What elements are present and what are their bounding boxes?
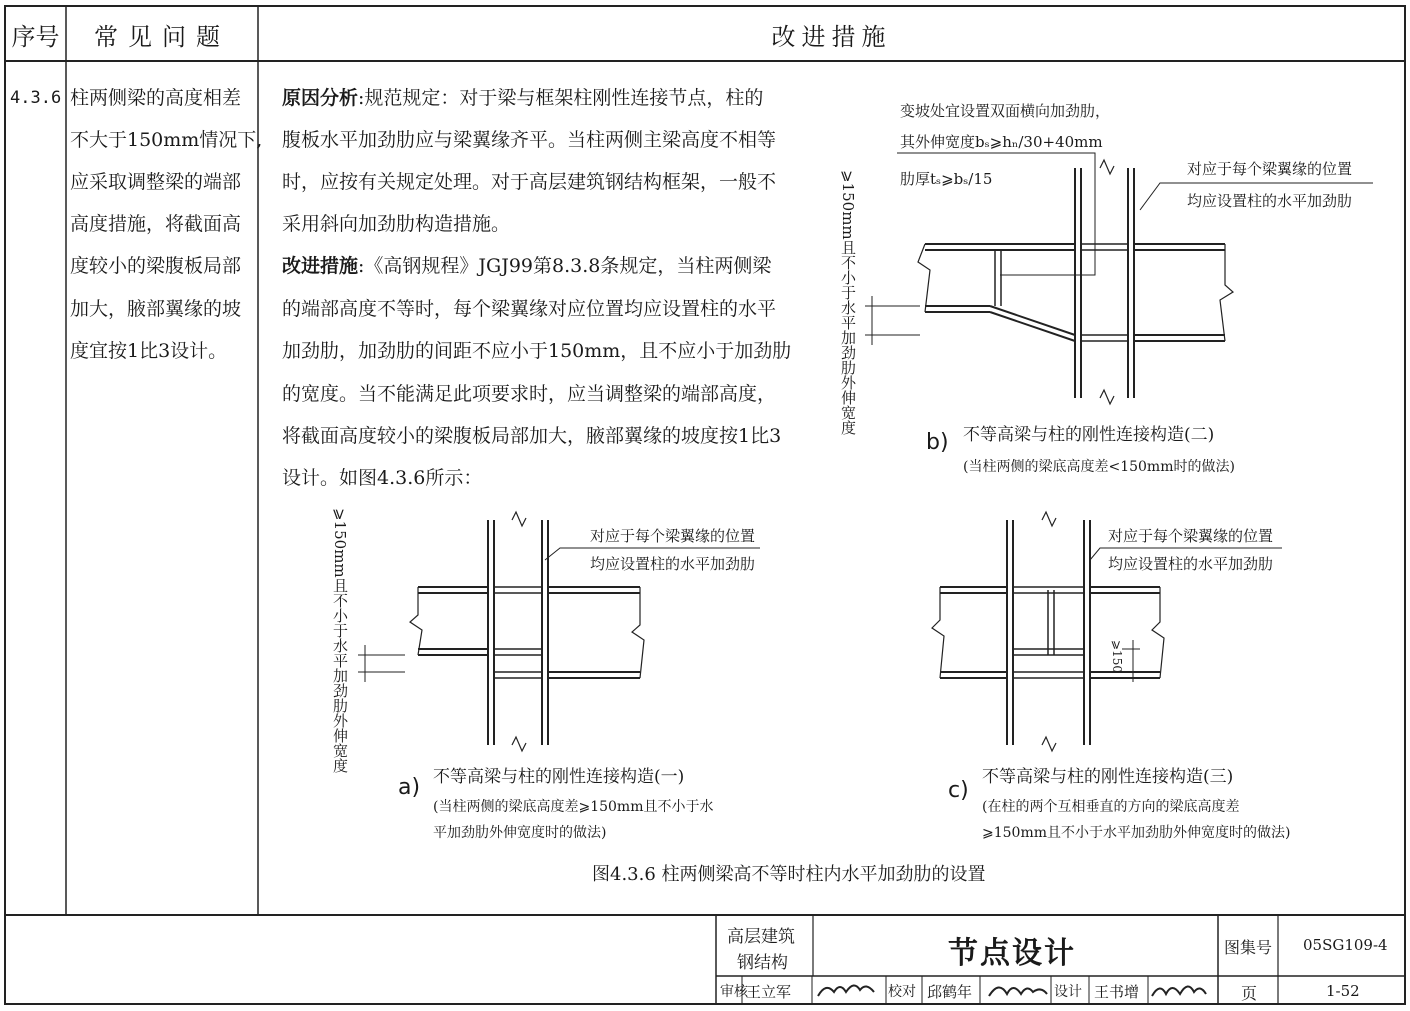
figure-c-callout: 均应设置柱的水平加劲肋 bbox=[1108, 555, 1274, 573]
figure-a-callout: 均应设置柱的水平加劲肋 bbox=[590, 555, 756, 573]
figure-b-letter: b) bbox=[926, 430, 949, 455]
figure-c-title: 不等高梁与柱的刚性连接构造(三) bbox=[982, 767, 1234, 787]
figure-a-subtitle: 平加劲肋外伸宽度时的做法) bbox=[433, 825, 607, 841]
tb-atlas-label: 图集号 bbox=[1224, 938, 1273, 957]
tb-drawing-title: 节点设计 bbox=[948, 936, 1076, 971]
figure-a-side-label: ⩾150mm且不小于水平加劲肋外伸宽度 bbox=[331, 508, 349, 773]
figure-b-callout: 对应于每个梁翼缘的位置 bbox=[1187, 160, 1353, 178]
tb-check-label: 校对 bbox=[888, 984, 916, 1000]
analysis-line: 采用斜向加劲肋构造措施。 bbox=[282, 213, 511, 235]
tb-category: 高层建筑 bbox=[727, 927, 795, 947]
question-line: 不大于150mm情况下, bbox=[70, 129, 263, 151]
figure-b-side-label: ⩾150mm且不小于水平加劲肋外伸宽度 bbox=[839, 170, 857, 435]
header-number: 序号 bbox=[11, 22, 60, 51]
figure-b-note: 肋厚tₛ⩾bₛ/15 bbox=[900, 170, 993, 188]
measures-line: 将截面高度较小的梁腹板局部加大，腋部翼缘的坡度按1比3 bbox=[282, 425, 782, 447]
figure-a-subtitle: (当柱两侧的梁底高度差⩾150mm且不小于水 bbox=[433, 799, 714, 815]
measures-label: 改进措施 bbox=[282, 255, 359, 277]
question-line: 柱两侧梁的高度相差 bbox=[70, 87, 242, 109]
measures-line: 的宽度。当不能满足此项要求时，应当调整梁的端部高度， bbox=[282, 383, 777, 405]
figure-b-subtitle: (当柱两侧的梁底高度差<150mm时的做法) bbox=[963, 459, 1235, 475]
question-line: 加大，腋部翼缘的坡 bbox=[70, 298, 242, 320]
tb-design-label: 设计 bbox=[1054, 984, 1082, 1000]
tb-reviewer: 王立军 bbox=[746, 983, 792, 1001]
figure-c-dim-label: ⩾150 bbox=[1110, 640, 1124, 673]
tb-checker: 邱鹤年 bbox=[927, 983, 973, 1001]
figure-c-letter: c) bbox=[948, 778, 969, 803]
figure-c-subtitle: (在柱的两个互相垂直的方向的梁底高度差 bbox=[982, 799, 1240, 815]
tb-designer: 王书增 bbox=[1094, 983, 1140, 1001]
measures-line: 加劲肋，加劲肋的间距不应小于150mm，且不应小于加劲肋 bbox=[282, 340, 792, 362]
measures-line: 的端部高度不等时，每个梁翼缘对应位置均应设置柱的水平 bbox=[282, 298, 777, 320]
analysis-line: 腹板水平加劲肋应与梁翼缘齐平。当柱两侧主梁高度不相等 bbox=[282, 129, 777, 151]
figure-a-letter: a) bbox=[398, 775, 421, 800]
figure-c-callout: 对应于每个梁翼缘的位置 bbox=[1108, 527, 1274, 545]
question-line: 度较小的梁腹板局部 bbox=[70, 255, 242, 277]
figure-b-title: 不等高梁与柱的刚性连接构造(二) bbox=[963, 425, 1215, 445]
question-line: 度宜按1比3设计。 bbox=[70, 340, 228, 362]
figure-caption: 图4.3.6 柱两侧梁高不等时柱内水平加劲肋的设置 bbox=[592, 864, 986, 885]
analysis-text: :规范规定：对于梁与框架柱刚性连接节点，柱的 bbox=[358, 87, 764, 109]
figure-c-subtitle: ⩾150mm且不小于水平加劲肋外伸宽度时的做法) bbox=[982, 825, 1291, 841]
tb-review-label: 审核 bbox=[720, 984, 748, 1000]
question-line: 高度措施，将截面高 bbox=[70, 213, 242, 235]
measures-text: :《高钢规程》JGJ99第8.3.8条规定，当柱两侧梁 bbox=[358, 255, 772, 277]
measures-line: 设计。如图4.3.6所示： bbox=[282, 467, 483, 489]
figure-a-callout: 对应于每个梁翼缘的位置 bbox=[590, 527, 756, 545]
analysis-line: 时，应按有关规定处理。对于高层建筑钢结构框架，一般不 bbox=[282, 171, 777, 193]
figure-b-note: 其外伸宽度bₛ⩾hₙ/30+40mm bbox=[900, 133, 1103, 151]
tb-atlas-number: 05SG109-4 bbox=[1303, 936, 1388, 954]
header-question: 常见问题 bbox=[94, 22, 230, 51]
analysis-label: 原因分析 bbox=[282, 87, 359, 109]
question-line: 应采取调整梁的端部 bbox=[70, 171, 242, 193]
tb-category: 钢结构 bbox=[737, 953, 788, 973]
row-number: 4.3.6 bbox=[10, 88, 62, 108]
tb-page-number: 1-52 bbox=[1326, 982, 1360, 1000]
figure-a-title: 不等高梁与柱的刚性连接构造(一) bbox=[433, 767, 685, 787]
figure-b-callout: 均应设置柱的水平加劲肋 bbox=[1187, 192, 1353, 210]
header-measures: 改进措施 bbox=[771, 22, 892, 51]
tb-page-label: 页 bbox=[1241, 984, 1258, 1003]
figure-b-note: 变坡处宜设置双面横向加劲肋， bbox=[900, 102, 1111, 120]
